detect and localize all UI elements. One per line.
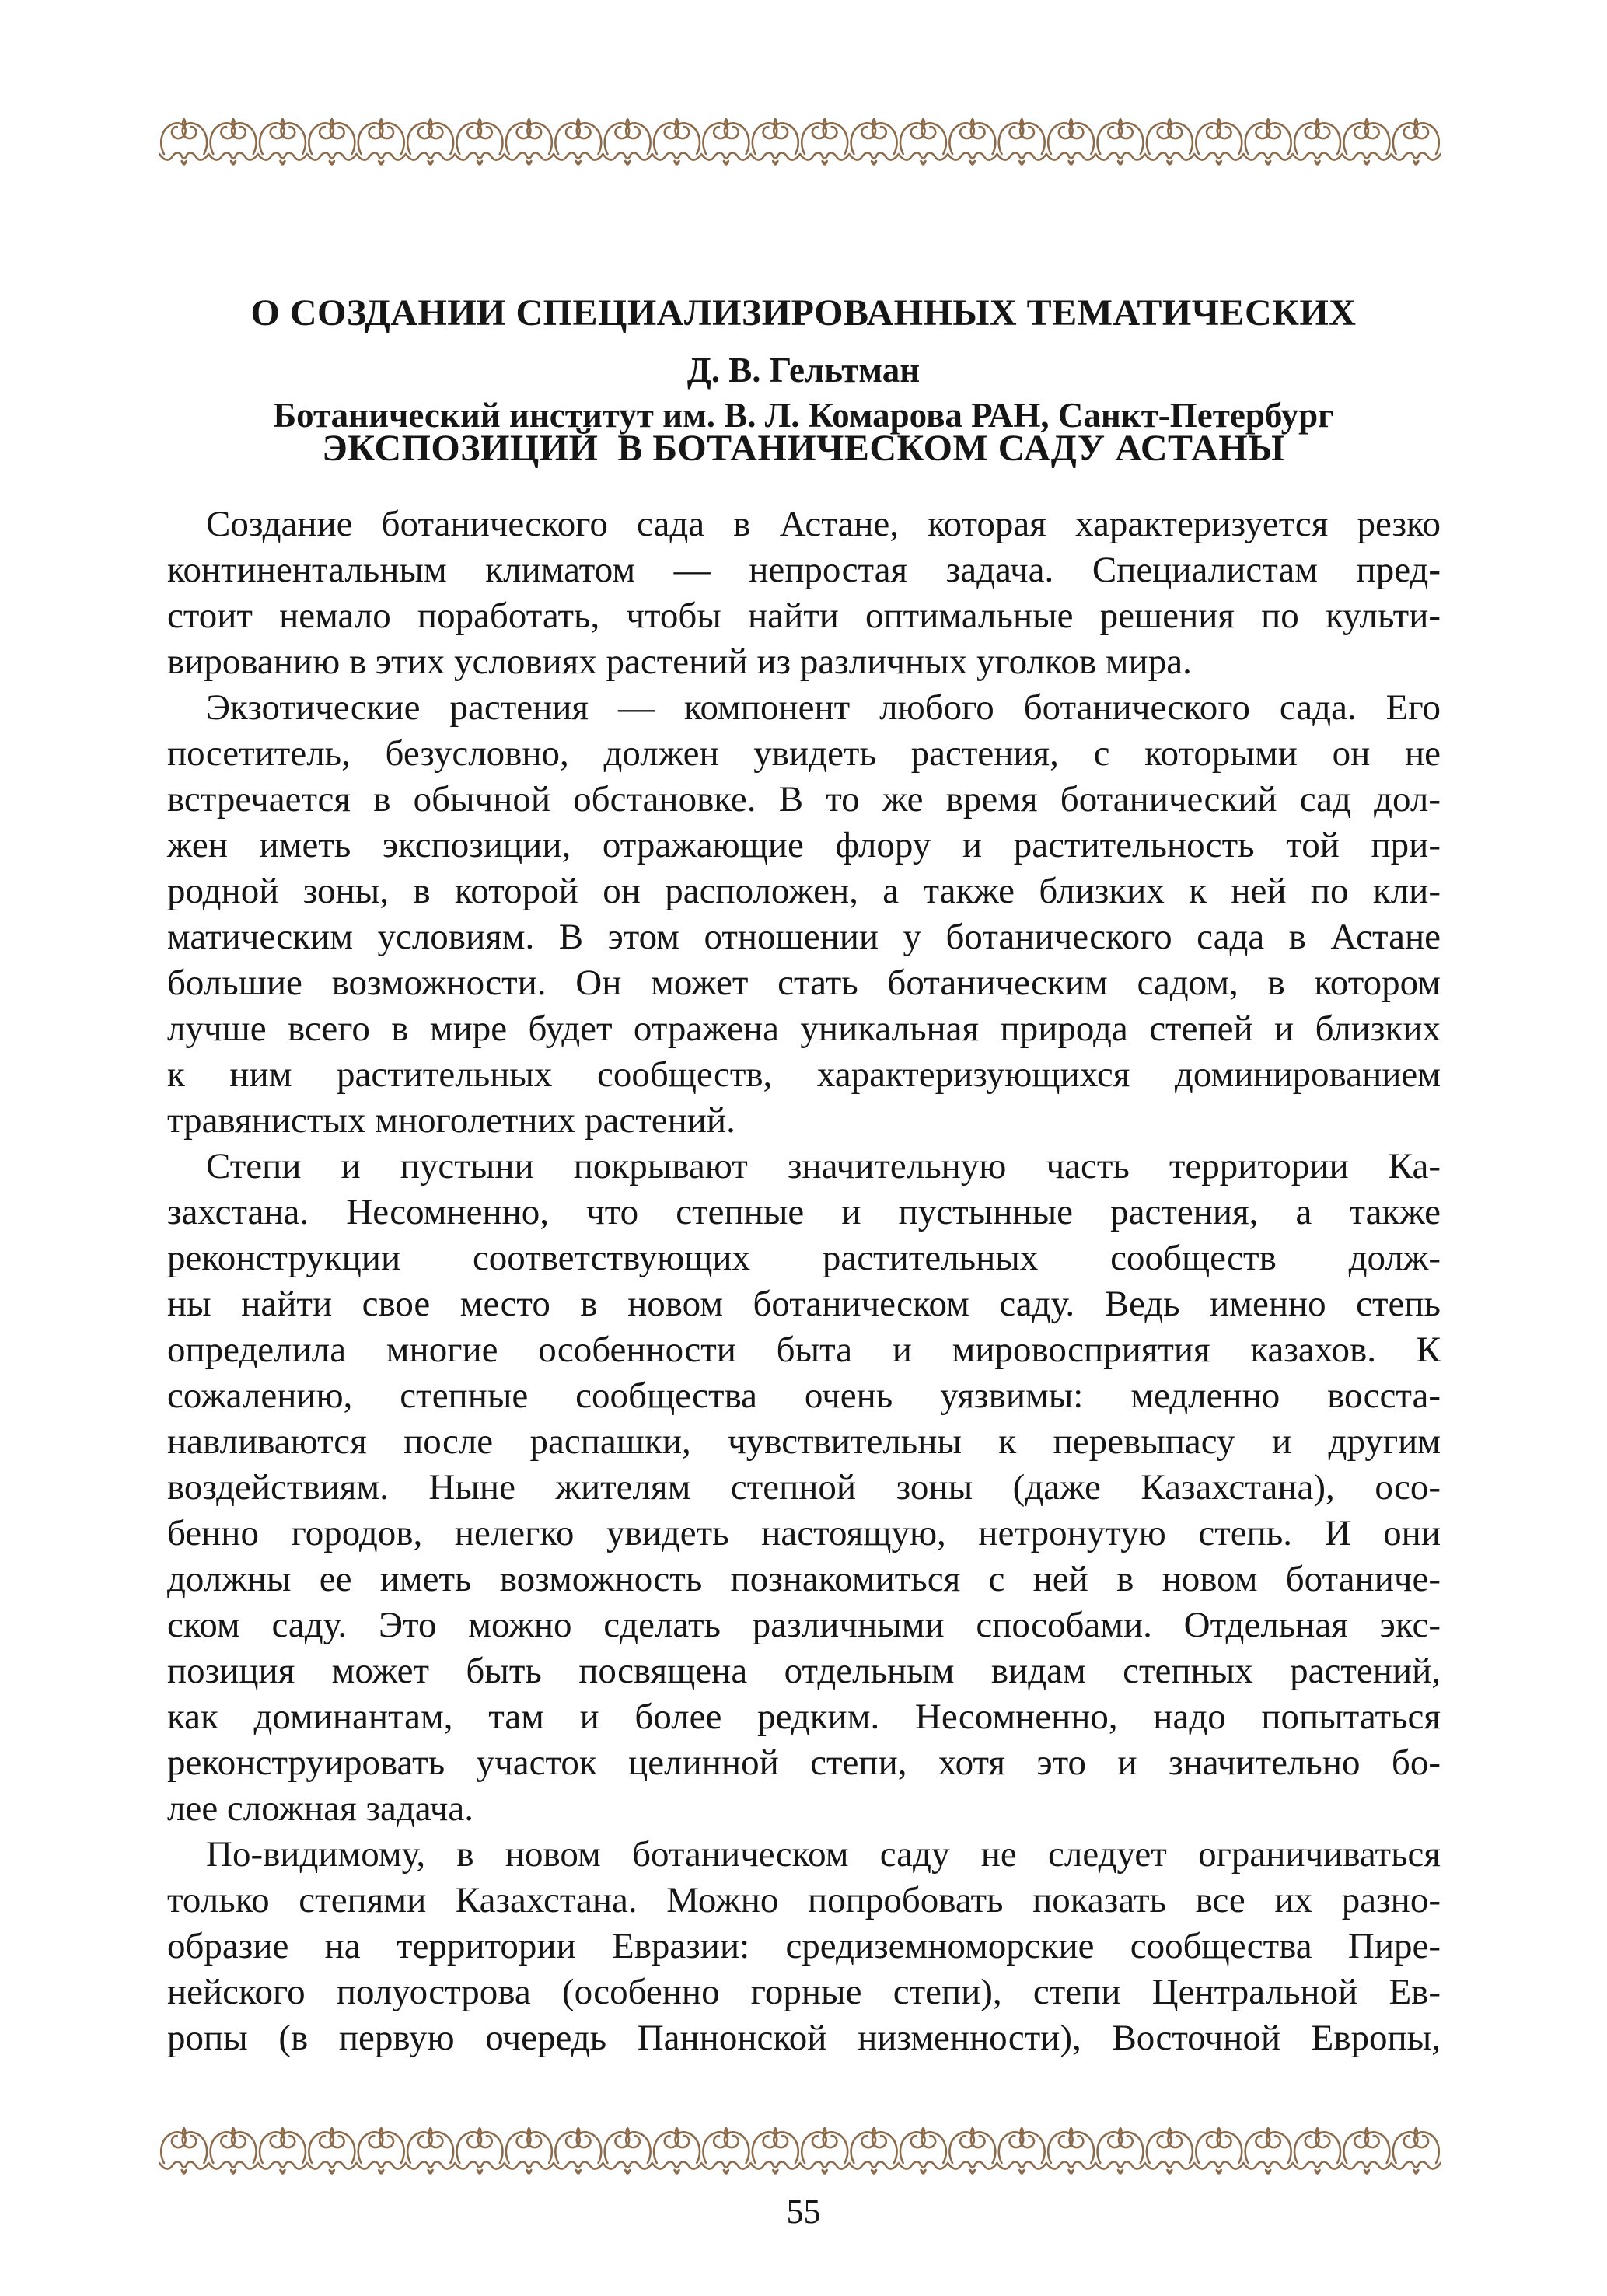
article-title-line2: ЭКСПОЗИЦИЙ В БОТАНИЧЕСКОМ САДУ АСТАНЫ [322,428,1285,469]
body-line: позиция может быть посвящена отдельным видам степных растений, [167,1651,1441,1691]
body-line: определила многие особенности быта и мировосприятия казахов. К [167,1330,1441,1370]
author-name: Д. В. Гельтман [686,351,921,390]
body-line: стоит немало поработать, чтобы найти оптимальные решения по культи- [167,596,1441,636]
article-title-line1: О СОЗДАНИИ СПЕЦИАЛИЗИРОВАННЫХ ТЕМАТИЧЕСКИХ [250,292,1357,334]
body-line: должны ее иметь возможность познакомиться с ней в новом ботаниче- [167,1559,1441,1599]
author-affiliation: Ботанический институт им. В. Л. Комарова РАН, Санкт-Петербург [273,396,1334,435]
body-line: навливаются после распашки, чувствительны к перевыпасу и другим [167,1421,1441,1462]
body-line: сожалению, степные сообщества очень уязвимы: медленно восста- [167,1375,1441,1416]
body-line: вированию в этих условиях растений из различных уголков мира. [167,641,1192,682]
body-line: По-видимому, в новом ботаническом саду не следует ограничиваться [206,1834,1441,1875]
body-line: воздействиям. Ныне жителям степной зоны (даже Казахстана), осо- [167,1467,1441,1508]
body-line: нейского полуострова (особенно горные степи), степи Центральной Ев- [167,1972,1441,2012]
page-number: 55 [786,2193,821,2231]
body-line: континентальным климатом — непростая задача. Специалистам пред- [167,550,1441,590]
ornament-border-top [159,118,1441,168]
body-line: захстана. Несомненно, что степные и пустынные растения, а также [167,1192,1441,1232]
body-line: посетитель, безусловно, должен увидеть растения, с которыми он не [167,733,1441,774]
body-line: как доминантам, там и более редким. Несомненно, надо попытаться [167,1697,1441,1737]
body-line: родной зоны, в которой он расположен, а также близких к ней по кли- [167,871,1441,911]
body-line: к ним растительных сообществ, характеризующихся доминированием [167,1054,1441,1095]
body-line: лучше всего в мире будет отражена уникальная природа степей и близких [167,1008,1441,1049]
body-line: ском саду. Это можно сделать различными способами. Отдельная экс- [167,1605,1441,1645]
article-body [167,501,1441,2061]
body-line: бенно городов, нелегко увидеть настоящую, нетронутую степь. И они [167,1513,1441,1553]
ornament-border-bottom [159,2127,1441,2177]
body-line: травянистых многолетних растений. [167,1100,735,1141]
body-line: Экзотические растения — компонент любого ботанического сада. Его [206,687,1441,728]
ornament-strokes [159,119,1441,165]
body-line: большие возможности. Он может стать ботаническим садом, в котором [167,963,1441,1003]
body-line: Создание ботанического сада в Астане, которая характеризуется резко [206,504,1441,544]
ornament-strokes [159,2128,1441,2174]
body-line: только степями Казахстана. Можно попробовать показать все их разно- [167,1880,1441,1920]
body-line: реконструировать участок целинной степи, хотя это и значительно бо- [167,1742,1441,1783]
body-line: встречается в обычной обстановке. В то же время ботанический сад дол- [167,779,1441,820]
body-line: ропы (в первую очередь Паннонской низменности), Восточной Европы, [167,2018,1441,2058]
body-line: матическим условиям. В этом отношении у ботанического сада в Астане [167,917,1441,957]
body-line: Степи и пустыни покрывают значительную часть территории Ка- [206,1146,1441,1186]
body-line: жен иметь экспозиции, отражающие флору и растительность той при- [167,825,1441,865]
body-line: лее сложная задача. [167,1788,473,1829]
body-line: ны найти свое место в новом ботаническом саду. Ведь именно степь [167,1284,1441,1324]
body-line: реконструкции соответствующих растительных сообществ долж- [167,1238,1441,1278]
body-line: образие на территории Евразии: средиземноморские сообщества Пире- [167,1926,1441,1966]
